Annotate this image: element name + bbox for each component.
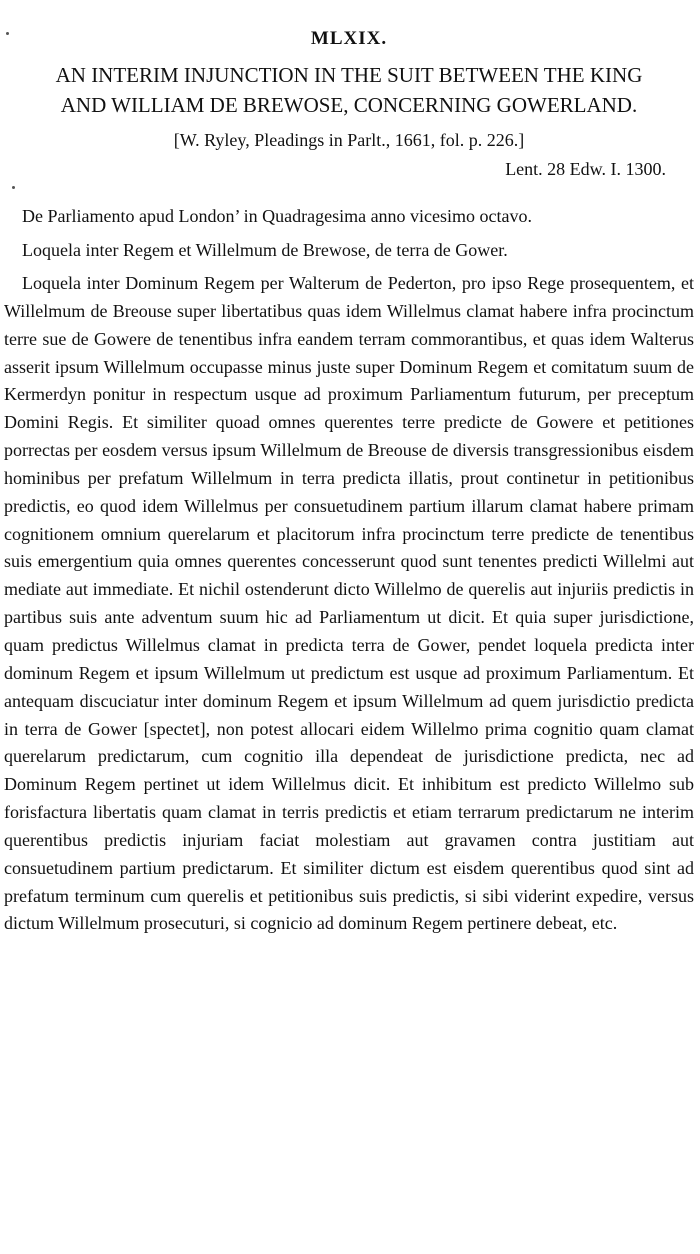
title-line-1: AN INTERIM INJUNCTION IN THE SUIT BETWEEN THE KING — [55, 63, 643, 87]
document-number: MLXIX. — [310, 28, 388, 49]
body-text: Loquela inter Dominum Regem per Walterum de Pederton, pro ipso Rege prosequentem, et Willelmum de Breouse super libertatibus quas idem Willelmus clamat habere infra procinctum terre sue de Gowere de tenentibus infra eandem terram commorantibus, et quas idem Walterus asserit ipsum Willelmum occupasse minus juste super Dominum Regem et comitatum suum de Kermerdyn ponitur in respectum usque ad proximum Parliamentum futurum, per preceptum Domini Regis. Et similiter quoad omnes querentes terre predicte de Gowere et petitiones porrectas per eosdem versus ipsum Willelmum de Breouse de diversis transgressionibus eisdem hominibus per prefatum Willelmum in terra predicta illatis, prout continetur in petitionibus predictis, eo quod idem Willelmus per consuetudinem partium illarum clamat habere primam cognitionem omnium querelarum et placitorum infra procinctum terre predicte de tenentibus suis emergentium quia omnes querentes concesserunt quod sunt tenentes predicti Willelmi aut mediate aut immediate. Et nichil ostenderunt dicto Willelmo de querelis aut injuriis predictis in partibus suis ante adventum suum hic ad Parliamentum ut dicit. Et quia super jurisdictione, quam predictus Willelmus clamat in predicta terra de Gower, pendet loquela predicta inter dominum Regem et ipsum Willelmum ut predictum est usque ad proximum Parliamentum. Et antequam discuciatur inter dominum Regem et ipsum Willelmum ad quem jurisdictio predicta in terra de Gower [spectet], non potest allocari eidem Willelmo prima cognitio quam clamat querelarum predictarum, cum cognitio illa dependeat de jurisdictione predicta, nec ad Dominum Regem pertinet ut idem Willelmus dicit. Et inhibitum est predicto Willelmo sub forisfactura libertatis quam clamat in terris predictis et etiam terrarum predictarum ne interim querentibus predictis injuriam faciat molestiam aut gravamen contra justitiam aut consuetudinem partium predictarum. Et similiter dictum est eisdem querentibus quod sint ad prefatum terminum cum querelis et petitionibus suis predictis, si sibi viderint expedire, versus dictum Willelmum prosecuturi, si cognicio ad dominum Regem pertinere debeat, etc. — [4, 273, 694, 934]
title-line-2: AND WILLIAM DE BREWOSE, CONCERNING GOWERLAND. — [60, 93, 638, 117]
heading-line-2: Loquela inter Regem et Willelmum de Brewose, de terra de Gower. — [22, 240, 508, 260]
scan-speck — [12, 186, 15, 189]
heading-line-1: De Parliamento apud London’ in Quadragesima anno vicesimo octavo. — [22, 206, 533, 226]
source-citation: [W. Ryley, Pleadings in Parlt., 1661, fol. p. 226.] — [173, 130, 525, 150]
document-title — [4, 60, 694, 120]
document-date: Lent. 28 Edw. I. 1300. — [505, 159, 666, 179]
scan-speck — [6, 32, 9, 35]
